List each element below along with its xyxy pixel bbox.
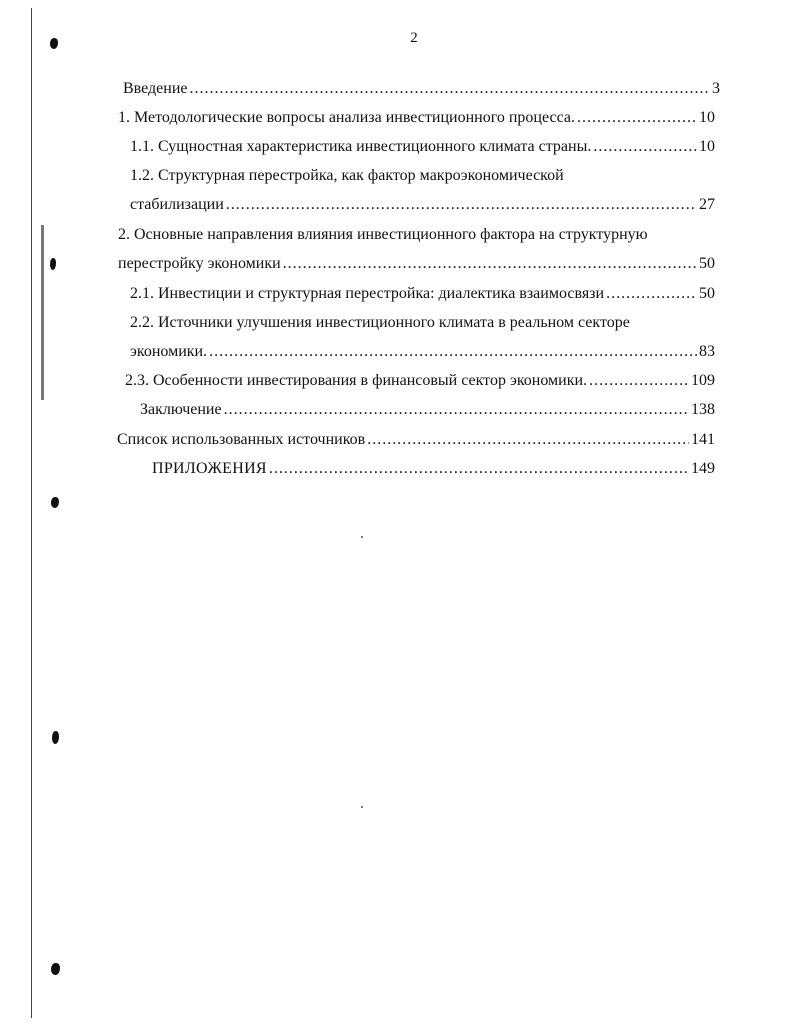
punch-hole-mark [51, 963, 60, 975]
toc-leader-dots [226, 195, 697, 215]
punch-hole-mark [51, 497, 59, 508]
toc-page: 10 [699, 138, 715, 155]
toc-entry-section-2-2[interactable] [130, 342, 715, 362]
toc-entry-chapter-2-line1[interactable]: 2. Основные направления влияния инвестиционного фактора на структурную [118, 226, 648, 243]
toc-entry-section-1-2[interactable] [130, 195, 715, 215]
toc-leader-dots [190, 79, 711, 99]
toc-leader-dots [577, 108, 697, 128]
toc-page: 141 [691, 431, 715, 448]
toc-page: 10 [699, 109, 715, 126]
toc-leader-dots [593, 137, 697, 157]
toc-label: Введение [123, 80, 188, 97]
toc-leader-dots [606, 284, 697, 304]
toc-page: 3 [712, 80, 720, 97]
page-number: 2 [410, 30, 418, 46]
punch-hole-mark [50, 258, 56, 270]
toc-entry-sources[interactable] [117, 430, 715, 450]
toc-entry-section-1-2-line1[interactable]: 1.2. Структурная перестройка, как фактор макроэкономической [130, 167, 564, 184]
toc-label: 2.3. Особенности инвестирования в финансовый сектор экономики. [125, 372, 588, 389]
toc-page: 83 [699, 343, 715, 360]
toc-leader-dots [224, 400, 689, 420]
toc-page: 138 [691, 401, 715, 418]
toc-entry-chapter-1[interactable] [118, 108, 715, 128]
toc-page: 27 [699, 196, 715, 213]
toc-entry-section-2-2-line1[interactable]: 2.2. Источники улучшения инвестиционного климата в реальном секторе [130, 314, 630, 331]
punch-hole-mark [52, 731, 59, 744]
toc-page: 50 [699, 285, 715, 302]
toc-entry-appendix[interactable] [152, 459, 715, 479]
toc-entry-section-1-1[interactable] [130, 137, 715, 157]
toc-leader-dots [283, 254, 697, 274]
toc-label: ПРИЛОЖЕНИЯ [152, 460, 267, 477]
toc-label: 1.1. Сущностная характеристика инвестиционного климата страны. [130, 138, 592, 155]
toc-label: 1. Методологические вопросы анализа инвестиционного процесса. [118, 109, 575, 126]
scan-speck [361, 806, 363, 808]
toc-page: 109 [691, 372, 715, 389]
scan-speck [361, 536, 363, 538]
toc-entry-conclusion[interactable] [140, 400, 715, 420]
toc-page: 50 [699, 255, 715, 272]
scan-edge-line [31, 8, 32, 1018]
toc-leader-dots [269, 459, 689, 479]
toc-entry-chapter-2[interactable] [118, 254, 715, 274]
toc-leader-dots [209, 342, 697, 362]
toc-leader-dots [589, 371, 689, 391]
toc-entry-section-2-1[interactable] [130, 284, 715, 304]
scan-edge-line [41, 225, 44, 400]
toc-label: перестройку экономики [118, 255, 281, 272]
toc-label: стабилизации [130, 196, 224, 213]
toc-label: Заключение [140, 401, 222, 418]
toc-label: экономики. [130, 343, 208, 360]
toc-leader-dots [367, 430, 689, 450]
toc-entry-intro[interactable] [123, 79, 720, 99]
toc-label: 2.1. Инвестиции и структурная перестройка: диалектика взаимосвязи [130, 285, 605, 302]
toc-entry-section-2-3[interactable] [125, 371, 715, 391]
toc-label: Список использованных источников [117, 431, 366, 448]
toc-page: 149 [691, 460, 715, 477]
